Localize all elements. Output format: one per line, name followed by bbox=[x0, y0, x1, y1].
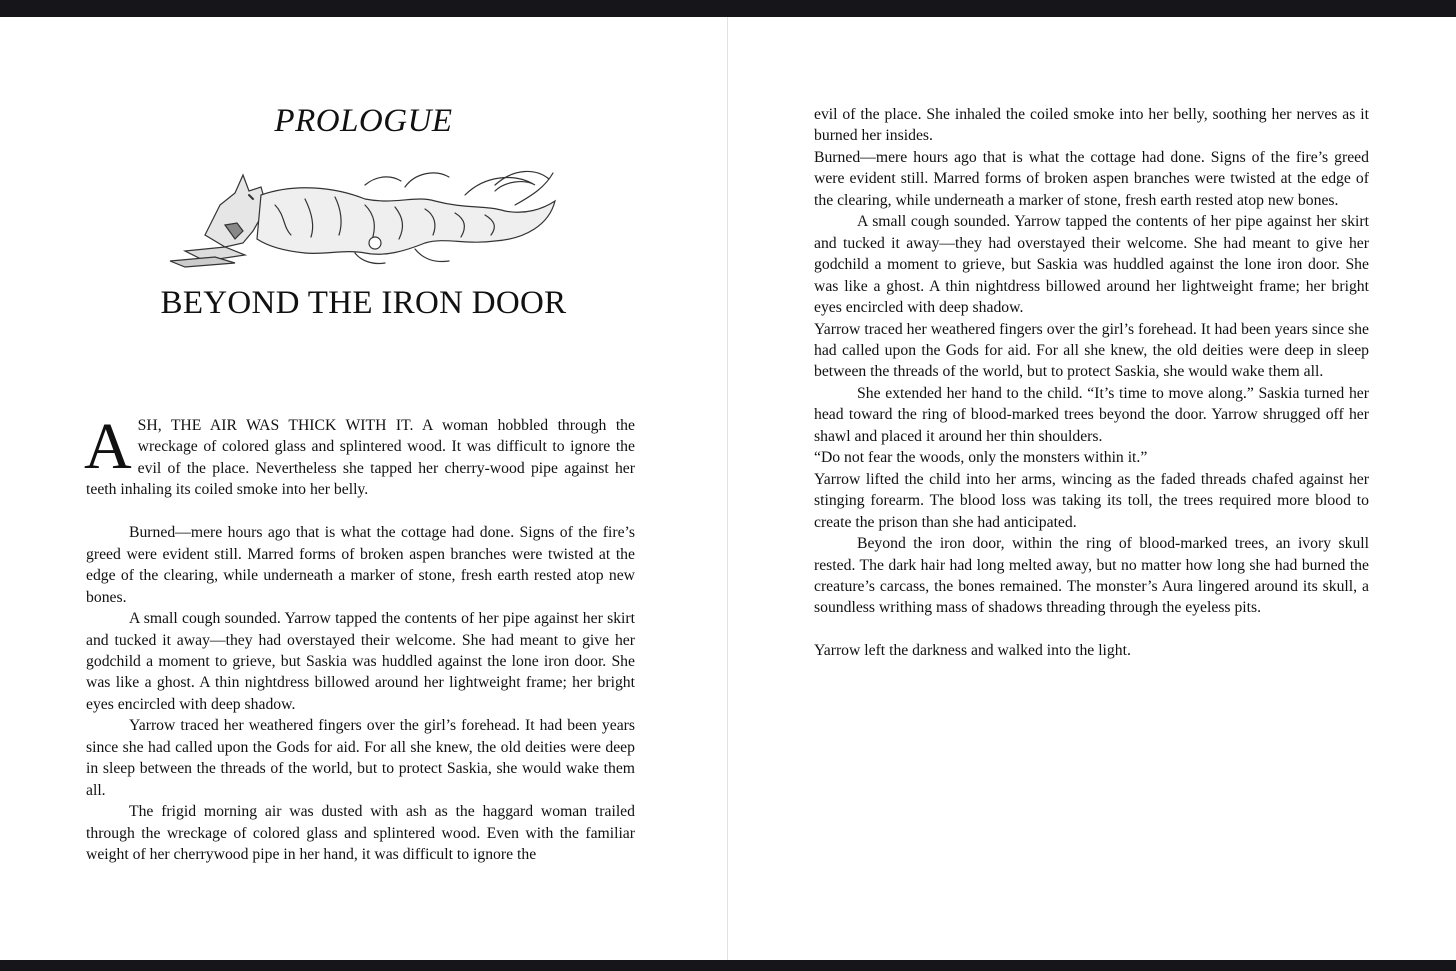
paragraph: She extended her hand to the child. “It’s time to move along.” Saskia turned her head toward the ring of blood-marked trees beyond the door. Yarrow shrugged off her shawl and placed it around her thin shoulders. bbox=[814, 384, 1369, 445]
closing-paragraph: Yarrow left the darkness and walked into the light. bbox=[814, 642, 1131, 660]
paragraph: evil of the place. She inhaled the coiled smoke into her belly, soothing her nerves as it burned her insides. bbox=[814, 106, 1369, 145]
left-page bbox=[0, 17, 727, 960]
left-page-text bbox=[84, 410, 635, 866]
bottom-border bbox=[0, 960, 1456, 971]
paragraph: Yarrow traced her weathered fingers over the girl’s forehead. It had been years since she had called upon the Gods for aid. For all she knew, the old deities were deep in sleep between the threads of the world, but to protect Saskia, she would wake them all. bbox=[814, 320, 1369, 381]
paragraph: Yarrow lifted the child into her arms, wincing as the faded threads chafed against her stinging forearm. The blood loss was taking its toll, the trees required more blood to create the prison than she had anticipated. bbox=[814, 470, 1369, 531]
prologue-heading: PROLOGUE bbox=[274, 103, 453, 139]
right-page-text bbox=[814, 104, 1369, 662]
paragraph: Burned—mere hours ago that is what the cottage had done. Signs of the fire’s greed were evident still. Marred forms of broken aspen branches were twisted at the edge of the clearing, while underneath a marker of stone, fresh earth rested atop new bones. bbox=[814, 148, 1369, 209]
paragraph: Beyond the iron door, within the ring of blood-marked trees, an ivory skull rested. The dark hair had long melted away, but no matter how long she had burned the creature’s carcass, the bones remained. The monster’s Aura lingered around its skull, a soundless writhing mass of shadows threading through the eyeless pits. bbox=[814, 535, 1369, 617]
right-page bbox=[728, 17, 1456, 960]
paragraph: Yarrow traced her weathered fingers over the girl’s forehead. It had been years since she had called upon the Gods for aid. For all she knew, the old deities were deep in sleep between the threads of the world, but to protect Saskia, she would wake them all. bbox=[86, 717, 635, 799]
paragraph: Burned—mere hours ago that is what the cottage had done. Signs of the fire’s greed were evident still. Marred forms of broken aspen branches were twisted at the edge of the clearing, while underneath a marker of stone, fresh earth rested atop new bones. bbox=[86, 524, 635, 606]
opening-rest: A woman hobbled through the wreckage of colored glass and splintered wood. It was difficult to ignore the evil of the place. Nevertheless she tapped her cherry-wood pipe against her teeth inhaling its coiled smoke into her belly. bbox=[86, 417, 635, 499]
top-border bbox=[0, 0, 1456, 17]
paragraph: The frigid morning air was dusted with ash as the haggard woman trailed through the wreckage of colored glass and splintered wood. Even with the familiar weight of her cherrywood pipe in her hand, it was difficult to ignore the bbox=[86, 803, 635, 864]
drop-cap: A bbox=[84, 410, 132, 483]
wolf-illustration-icon bbox=[165, 165, 560, 275]
paragraph: A small cough sounded. Yarrow tapped the contents of her pipe against her skirt and tucked it away—they had overstayed their welcome. She had meant to give her godchild a moment to grieve, but Saskia was huddled against the lone iron door. She was like a ghost. A thin nightdress billowed around her lightweight frame; her bright eyes encircled with deep shadow. bbox=[814, 213, 1369, 317]
opening-lead: SH, THE AIR WAS THICK WITH IT. bbox=[137, 417, 414, 434]
paragraph: “Do not fear the woods, only the monsters within it.” bbox=[814, 449, 1148, 467]
paragraph: A small cough sounded. Yarrow tapped the contents of her pipe against her skirt and tucked it away—they had overstayed their welcome. She had meant to give her godchild a moment to grieve, but Saskia was huddled against the lone iron door. She was like a ghost. A thin nightdress billowed around her lightweight frame; her bright eyes encircled with deep shadow. bbox=[86, 610, 635, 713]
opening-paragraph bbox=[84, 410, 635, 501]
chapter-title: BEYOND THE IRON DOOR bbox=[160, 285, 567, 321]
